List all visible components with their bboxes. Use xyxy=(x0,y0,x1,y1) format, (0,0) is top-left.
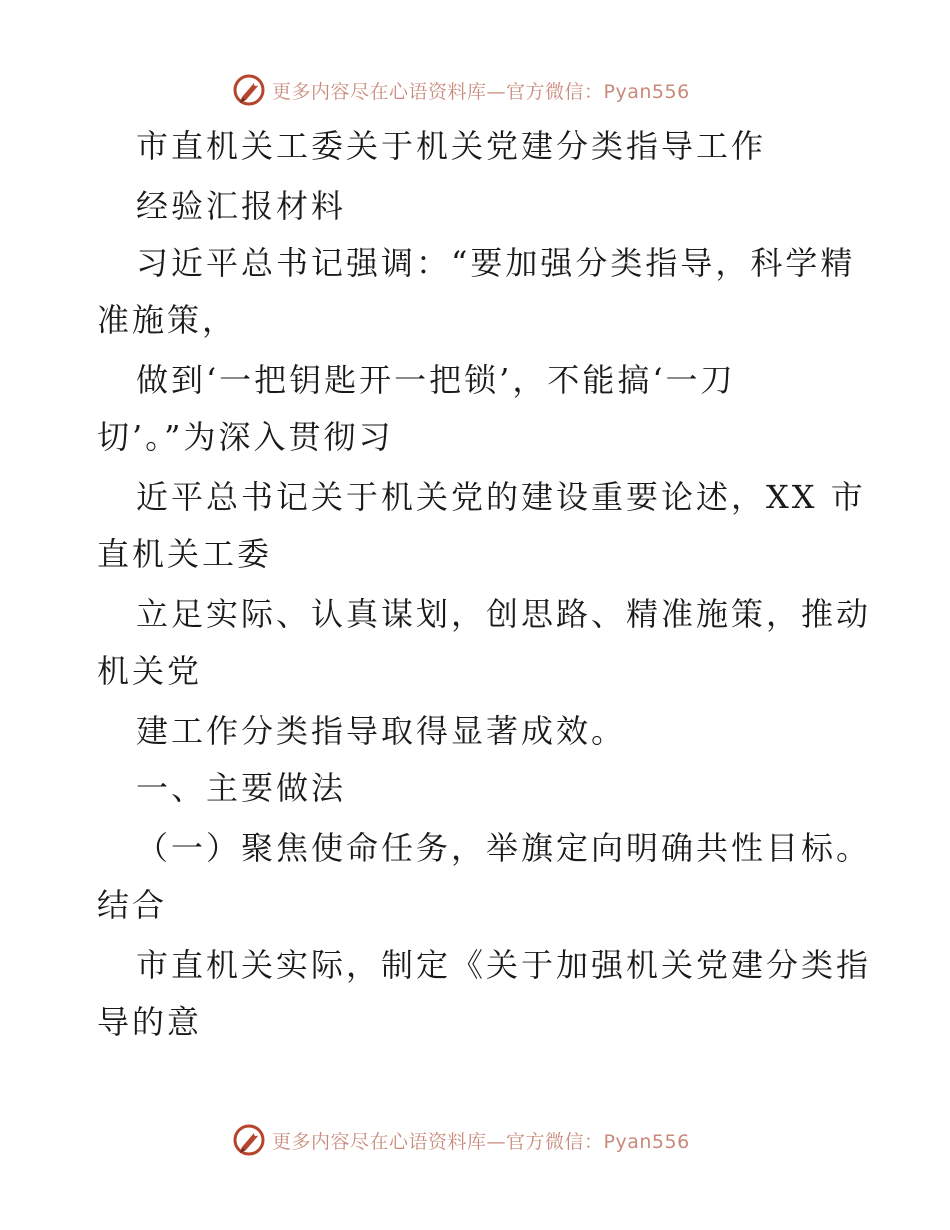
watermark-text: 更多内容尽在心语资料库—官方微信：Pyan556 xyxy=(272,1130,690,1153)
watermark-id: Pyan556 xyxy=(603,1130,690,1153)
doc-line: 做到‘一把钥匙开一把锁’，不能搞‘一刀 xyxy=(136,361,736,399)
pen-logo-icon xyxy=(232,1123,266,1157)
doc-line: 直机关工委 xyxy=(97,535,273,573)
watermark-footer xyxy=(232,1122,690,1158)
doc-line-title-2: 经验汇报材料 xyxy=(136,187,347,225)
doc-line: 导的意 xyxy=(97,1003,203,1041)
doc-line: （一）聚焦使命任务，举旗定向明确共性目标。 xyxy=(136,829,872,867)
doc-line-title-1: 市直机关工委关于机关党建分类指导工作 xyxy=(136,127,767,165)
section-heading: 一、主要做法 xyxy=(136,769,347,807)
doc-line: 准施策， xyxy=(97,301,238,339)
doc-line: 立足实际、认真谋划，创思路、精准施策，推动 xyxy=(136,595,872,633)
doc-line: 近平总书记关于机关党的建设重要论述，XX 市 xyxy=(136,478,866,516)
pen-logo-icon xyxy=(232,73,266,107)
doc-line: 切’。”为深入贯彻习 xyxy=(97,418,394,456)
doc-line: 习近平总书记强调：“要加强分类指导，科学精 xyxy=(136,244,856,282)
watermark-text: 更多内容尽在心语资料库—官方微信：Pyan556 xyxy=(272,80,690,103)
doc-line: 市直机关实际，制定《关于加强机关党建分类指 xyxy=(136,946,872,984)
watermark-id: Pyan556 xyxy=(603,80,690,103)
doc-line: 机关党 xyxy=(97,652,203,690)
doc-line: 建工作分类指导取得显著成效。 xyxy=(136,712,627,750)
watermark-header xyxy=(232,72,690,108)
doc-line: 结合 xyxy=(97,886,168,924)
